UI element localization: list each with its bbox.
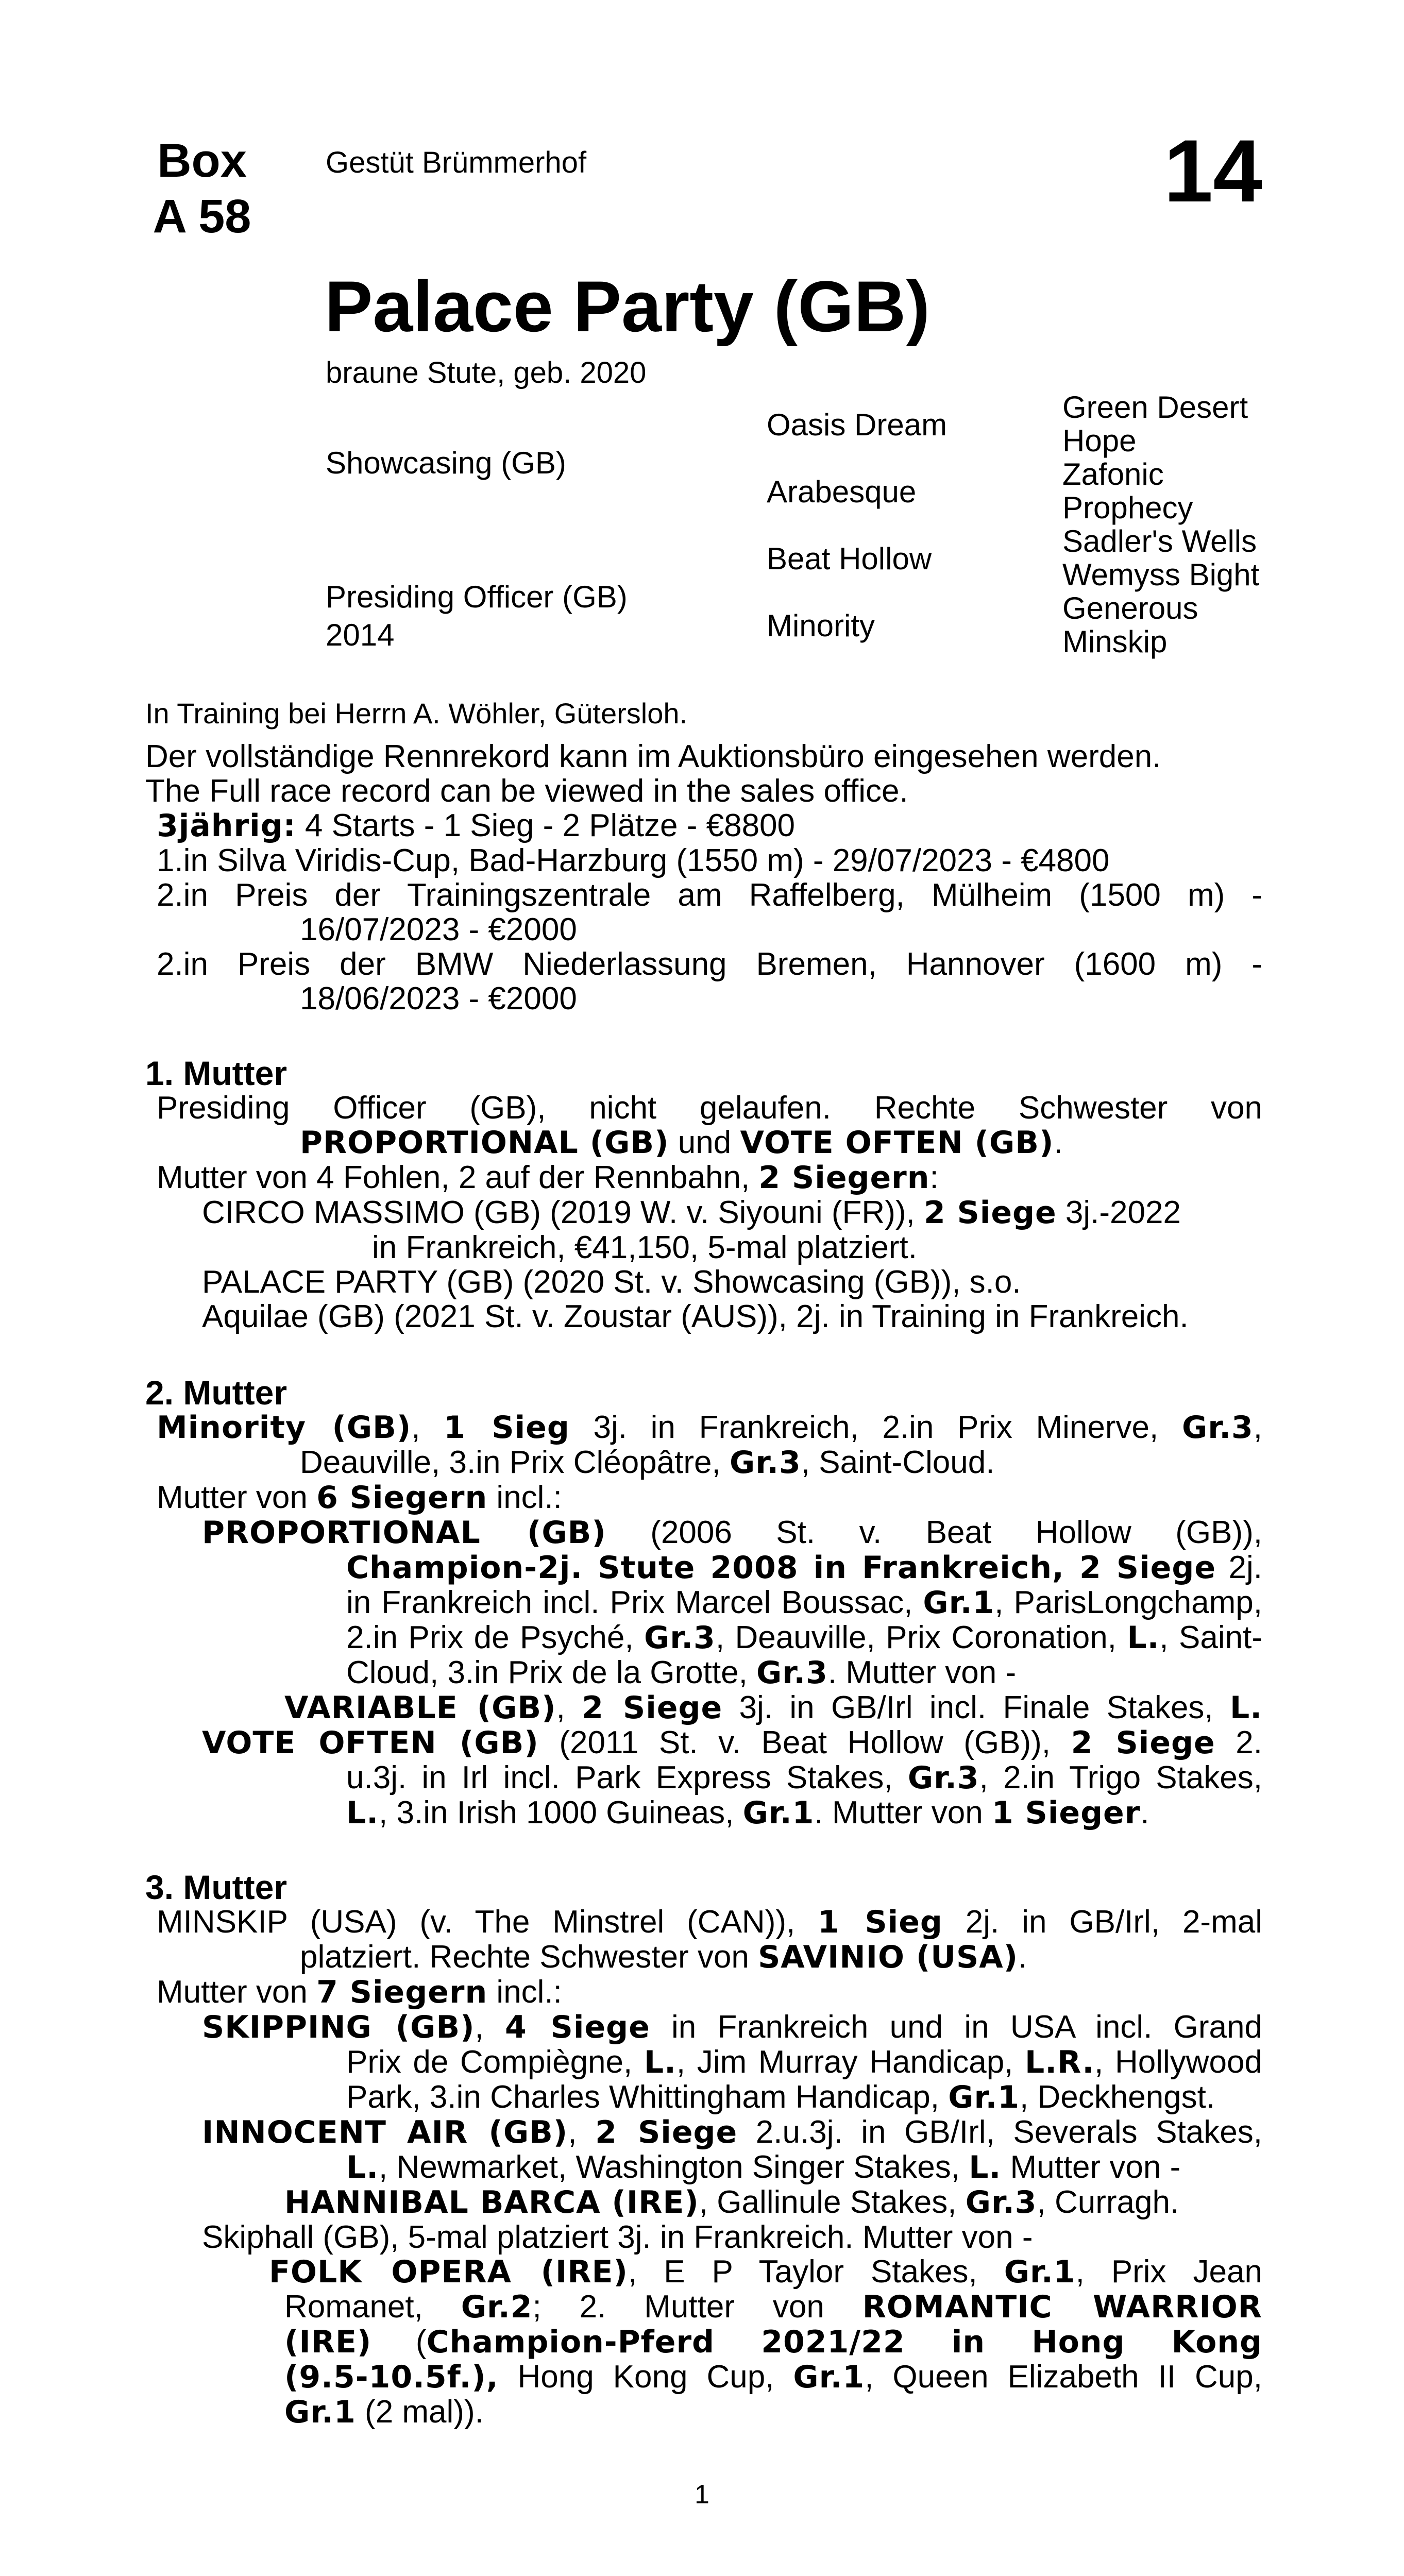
dam: Presiding Officer (GB) bbox=[326, 580, 628, 614]
great-grandparent: Minskip bbox=[1062, 624, 1168, 659]
text-line: Skiphall (GB), 5-mal platziert 3j. in Frankreich. Mutter von - bbox=[202, 2219, 1033, 2255]
text-line: L., Newmarket, Washington Singer Stakes, L. Mutter von - bbox=[346, 2149, 1181, 2185]
text-line: SKIPPING (GB), 4 Siege in Frankreich und in USA incl. Grand bbox=[202, 2009, 1262, 2045]
text-line: INNOCENT AIR (GB), 2 Siege 2.u.3j. in GB/Irl, Severals Stakes, bbox=[202, 2114, 1262, 2150]
text-line: Romanet, Gr.2; 2. Mutter von ROMANTIC WARRIOR bbox=[284, 2289, 1262, 2325]
granddam-paternal: Arabesque bbox=[767, 474, 917, 509]
grandsire-paternal: Oasis Dream bbox=[767, 408, 948, 442]
race-result: 1.in Silva Viridis-Cup, Bad-Harzburg (1550 m) - 29/07/2023 - €4800 bbox=[157, 843, 1110, 878]
text-line: Aquilae (GB) (2021 St. v. Zoustar (AUS)), 2j. in Training in Frankreich. bbox=[202, 1299, 1189, 1334]
section-title: 3. Mutter bbox=[145, 1868, 287, 1906]
great-grandparent: Sadler's Wells bbox=[1062, 524, 1257, 558]
text-line: 2.in Prix de Psyché, Gr.3, Deauville, Prix Coronation, L., Saint- bbox=[346, 1620, 1262, 1656]
text-line: Champion-2j. Stute 2008 in Frankreich, 2 Siege 2j. bbox=[346, 1550, 1263, 1586]
race-result: 2.in Preis der Trainingszentrale am Raffelberg, Mülheim (1500 m) - bbox=[157, 877, 1262, 913]
section-title: 1. Mutter bbox=[145, 1054, 287, 1092]
text-line: VOTE OFTEN (GB) (2011 St. v. Beat Hollow (GB)), 2 Siege 2. bbox=[202, 1725, 1263, 1761]
great-grandparent: Hope bbox=[1062, 423, 1137, 458]
box-word: Box bbox=[157, 134, 247, 187]
text-line: in Frankreich, €41,150, 5-mal platziert. bbox=[372, 1230, 917, 1265]
text-line: u.3j. in Irl incl. Park Express Stakes, Gr.3, 2.in Trigo Stakes, bbox=[346, 1760, 1263, 1796]
race-result-cont: 18/06/2023 - €2000 bbox=[300, 981, 577, 1016]
box-number: A 58 bbox=[153, 190, 251, 243]
race-result-cont: 16/07/2023 - €2000 bbox=[300, 912, 577, 947]
text-line: Cloud, 3.in Prix de la Grotte, Gr.3. Mutter von - bbox=[346, 1655, 1017, 1691]
stud-name: Gestüt Brümmerhof bbox=[326, 146, 587, 179]
dam-year: 2014 bbox=[326, 618, 395, 652]
grandsire-maternal: Beat Hollow bbox=[767, 541, 932, 576]
record-summary: 3jährig: 4 Starts - 1 Sieg - 2 Plätze - €8800 bbox=[157, 808, 796, 844]
summary-label: 3jährig: bbox=[157, 808, 296, 844]
text-line: CIRCO MASSIMO (GB) (2019 W. v. Siyouni (FR)), 2 Siege 3j.-2022 bbox=[202, 1195, 1181, 1231]
text-line: FOLK OPERA (IRE), E P Taylor Stakes, Gr.1, Prix Jean bbox=[269, 2254, 1262, 2290]
text-line: Prix de Compiègne, L., Jim Murray Handicap, L.R., Hollywood bbox=[346, 2044, 1262, 2080]
great-grandparent: Green Desert bbox=[1062, 390, 1248, 425]
text-line: PALACE PARTY (GB) (2020 St. v. Showcasing (GB)), s.o. bbox=[202, 1264, 1021, 1300]
race-record bbox=[145, 739, 1262, 1016]
page-number: 1 bbox=[695, 2480, 709, 2510]
text-line: Presiding Officer (GB), nicht gelaufen. Rechte Schwester von bbox=[157, 1090, 1262, 1126]
section-second-dam bbox=[145, 1376, 1262, 1831]
horse-description: braune Stute, geb. 2020 bbox=[326, 356, 647, 389]
great-grandparent: Zafonic bbox=[1062, 457, 1164, 492]
text-line: HANNIBAL BARCA (IRE), Gallinule Stakes, Gr.3, Curragh. bbox=[284, 2184, 1179, 2221]
text-line: MINSKIP (USA) (v. The Minstrel (CAN)), 1 Sieg 2j. in GB/Irl, 2-mal bbox=[157, 1904, 1262, 1940]
training-info: In Training bei Herrn A. Wöhler, Gütersloh. bbox=[145, 697, 688, 730]
sire: Showcasing (GB) bbox=[326, 446, 566, 480]
record-note-en: The Full race record can be viewed in the sales office. bbox=[145, 773, 908, 809]
text-line: Park, 3.in Charles Whittingham Handicap, Gr.1, Deckhengst. bbox=[346, 2079, 1215, 2115]
text-line: Minority (GB), 1 Sieg 3j. in Frankreich, 2.in Prix Minerve, Gr.3, bbox=[157, 1410, 1263, 1446]
text-line: Mutter von 7 Siegern incl.: bbox=[157, 1974, 562, 2010]
text-line: Mutter von 6 Siegern incl.: bbox=[157, 1480, 562, 1516]
text-line: Mutter von 4 Fohlen, 2 auf der Rennbahn, 2 Siegern: bbox=[157, 1160, 939, 1196]
great-grandparent: Wemyss Bight bbox=[1062, 557, 1260, 592]
text-line: platziert. Rechte Schwester von SAVINIO (USA). bbox=[300, 1939, 1027, 1975]
text-line: VARIABLE (GB), 2 Siege 3j. in GB/Irl incl. Finale Stakes, L. bbox=[284, 1690, 1262, 1726]
race-result: 2.in Preis der BMW Niederlassung Bremen, Hannover (1600 m) - bbox=[157, 946, 1262, 982]
section-title: 2. Mutter bbox=[145, 1374, 287, 1412]
record-note-de: Der vollständige Rennrekord kann im Auktionsbüro eingesehen werden. bbox=[145, 739, 1161, 774]
text-line: (IRE) (Champion-Pferd 2021/22 in Hong Kong bbox=[284, 2324, 1262, 2360]
text-line: Deauville, 3.in Prix Cléopâtre, Gr.3, Saint-Cloud. bbox=[300, 1445, 995, 1481]
great-grandparent: Generous bbox=[1062, 591, 1198, 625]
text-line: L., 3.in Irish 1000 Guineas, Gr.1. Mutter von 1 Sieger. bbox=[346, 1795, 1149, 1831]
text-line: (9.5-10.5f.), Hong Kong Cup, Gr.1, Queen Elizabeth II Cup, bbox=[284, 2359, 1262, 2395]
granddam-maternal: Minority bbox=[767, 608, 875, 643]
horse-name: Palace Party (GB) bbox=[325, 266, 930, 347]
section-third-dam bbox=[145, 1870, 1262, 2430]
lot-number: 14 bbox=[1163, 122, 1262, 221]
great-grandparent: Prophecy bbox=[1062, 490, 1193, 525]
text-line: PROPORTIONAL (GB) (2006 St. v. Beat Hollow (GB)), bbox=[202, 1515, 1262, 1551]
text-line: Gr.1 (2 mal)). bbox=[284, 2394, 484, 2430]
box-label bbox=[145, 133, 259, 244]
text-line: in Frankreich incl. Prix Marcel Boussac, Gr.1, ParisLongchamp, bbox=[346, 1585, 1263, 1621]
section-first-dam bbox=[145, 1056, 1262, 1334]
text-line: PROPORTIONAL (GB) und VOTE OFTEN (GB). bbox=[300, 1125, 1063, 1161]
